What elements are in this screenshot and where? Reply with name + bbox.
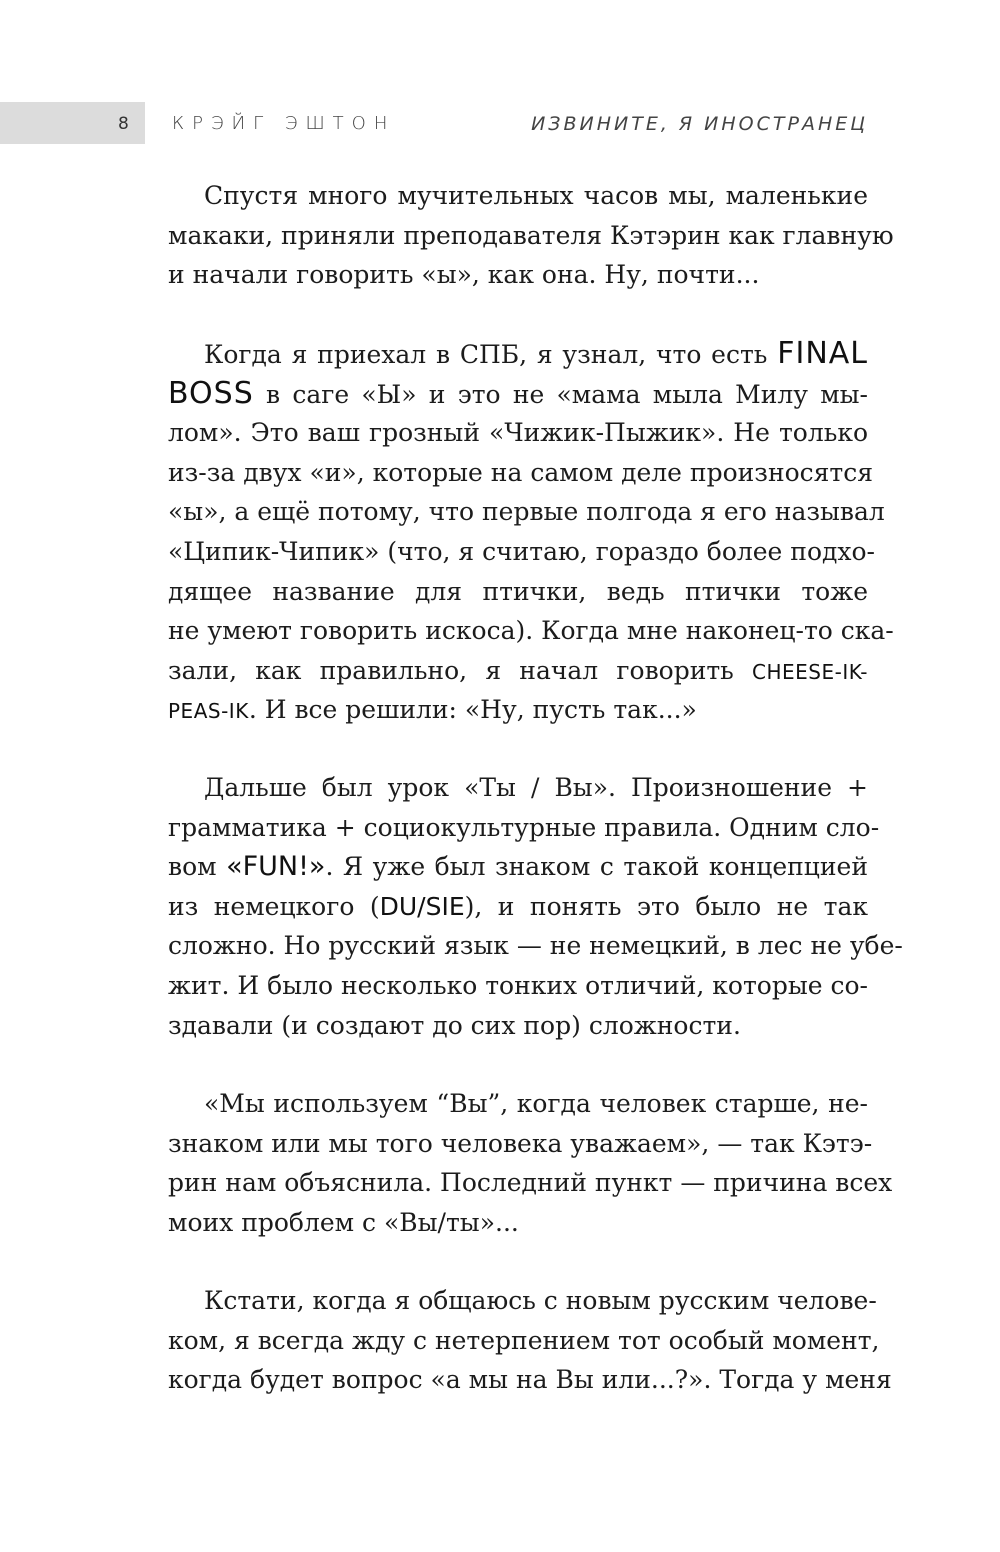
comic-text-du-sie: DU/SIE: [379, 891, 465, 921]
paragraph-line: ком, я всегда жду с нетерпением тот особый момент,: [168, 1325, 880, 1355]
running-header-title: ИЗВИНИТЕ, Я ИНОСТРАНЕЦ: [531, 113, 868, 135]
paragraph-line: [168, 690, 868, 730]
comic-text-fun: «FUN!»: [226, 851, 326, 883]
paragraph-line: здавали (и создают до сих пор) сложности.: [168, 1010, 741, 1040]
paragraph-line: не умеют говорить искоса). Когда мне наконец-то ска-: [168, 616, 894, 646]
paragraph-line: и начали говорить «ы», как она. Ну, почти...: [168, 260, 760, 290]
paragraph-line: рин нам объяснила. Последний пункт — причина всех: [168, 1168, 893, 1198]
paragraph-line: [168, 374, 868, 414]
text-run: зали, как правильно, я начал говорить: [168, 655, 734, 685]
paragraph-line: «Ципик-Чипик» (что, я считаю, гораздо более подхо-: [168, 536, 876, 566]
text-run: Когда я приехал в СПБ, я узнал, что есть: [204, 340, 768, 369]
paragraph-line: Кстати, когда я общаюсь с новым русским челове-: [204, 1286, 877, 1315]
paragraph-line: когда будет вопрос «а мы на Вы или...?». Тогда у меня: [168, 1365, 892, 1395]
paragraph-line: дящее название для птички, ведь птички тоже: [168, 576, 868, 606]
paragraph-line: макаки, приняли преподавателя Кэтэрин как главную: [168, 220, 894, 250]
text-run: вом: [168, 852, 217, 882]
paragraph-line: сложно. Но русский язык — не немецкий, в лес не убе-: [168, 931, 903, 961]
paragraph-line: знаком или мы того человека уважаем», — так Кэтэ-: [168, 1128, 873, 1158]
paragraph-1: [168, 176, 894, 295]
comic-text-final: FINAL: [777, 336, 868, 371]
paragraph-line: «Мы используем “Вы”, когда человек старше, не-: [204, 1089, 868, 1118]
comic-text-peas-ik: PEAS-IK: [168, 699, 249, 724]
paragraph-line: грамматика + социокультурные правила. Одним сло-: [168, 812, 880, 842]
text-run: ), и понять это было не так: [464, 891, 869, 921]
paragraph-3: [168, 768, 903, 1045]
running-header-author: КРЭЙГ ЭШТОН: [172, 113, 396, 134]
paragraph-line: [168, 887, 868, 927]
paragraph-line: Спустя много мучительных часов мы, маленькие: [204, 181, 868, 210]
text-run: . И все решили: «Ну, пусть так...»: [248, 695, 697, 725]
page-number: 8: [118, 114, 129, 134]
paragraph-4: [168, 1084, 893, 1242]
paragraph-line: [168, 334, 868, 374]
paragraph-5: [168, 1281, 892, 1400]
paragraph-2: [168, 334, 894, 730]
paragraph-line: Дальше был урок «Ты / Вы». Произношение +: [204, 773, 868, 802]
paragraph-line: [168, 651, 868, 691]
paragraph-line: «ы», а ещё потому, что первые полгода я его называл: [168, 497, 885, 527]
paragraph-line: моих проблем с «Вы/ты»...: [168, 1207, 519, 1237]
comic-text-boss: BOSS: [168, 375, 254, 411]
text-run: . Я уже был знаком с такой концепцией: [325, 852, 868, 882]
paragraph-line: [168, 847, 868, 887]
comic-text-cheese-ik: CHEESE-IK-: [752, 659, 868, 684]
paragraph-line: жит. И было несколько тонких отличий, которые со-: [168, 970, 868, 1000]
text-run: в саге «Ы» и это не «мама мыла Милу мы-: [266, 379, 868, 409]
paragraph-line: лом». Это ваш грозный «Чижик-Пыжик». Не только: [168, 418, 868, 448]
paragraph-line: из-за двух «и», которые на самом деле произносятся: [168, 457, 874, 487]
text-run: из немецкого (: [168, 891, 380, 921]
